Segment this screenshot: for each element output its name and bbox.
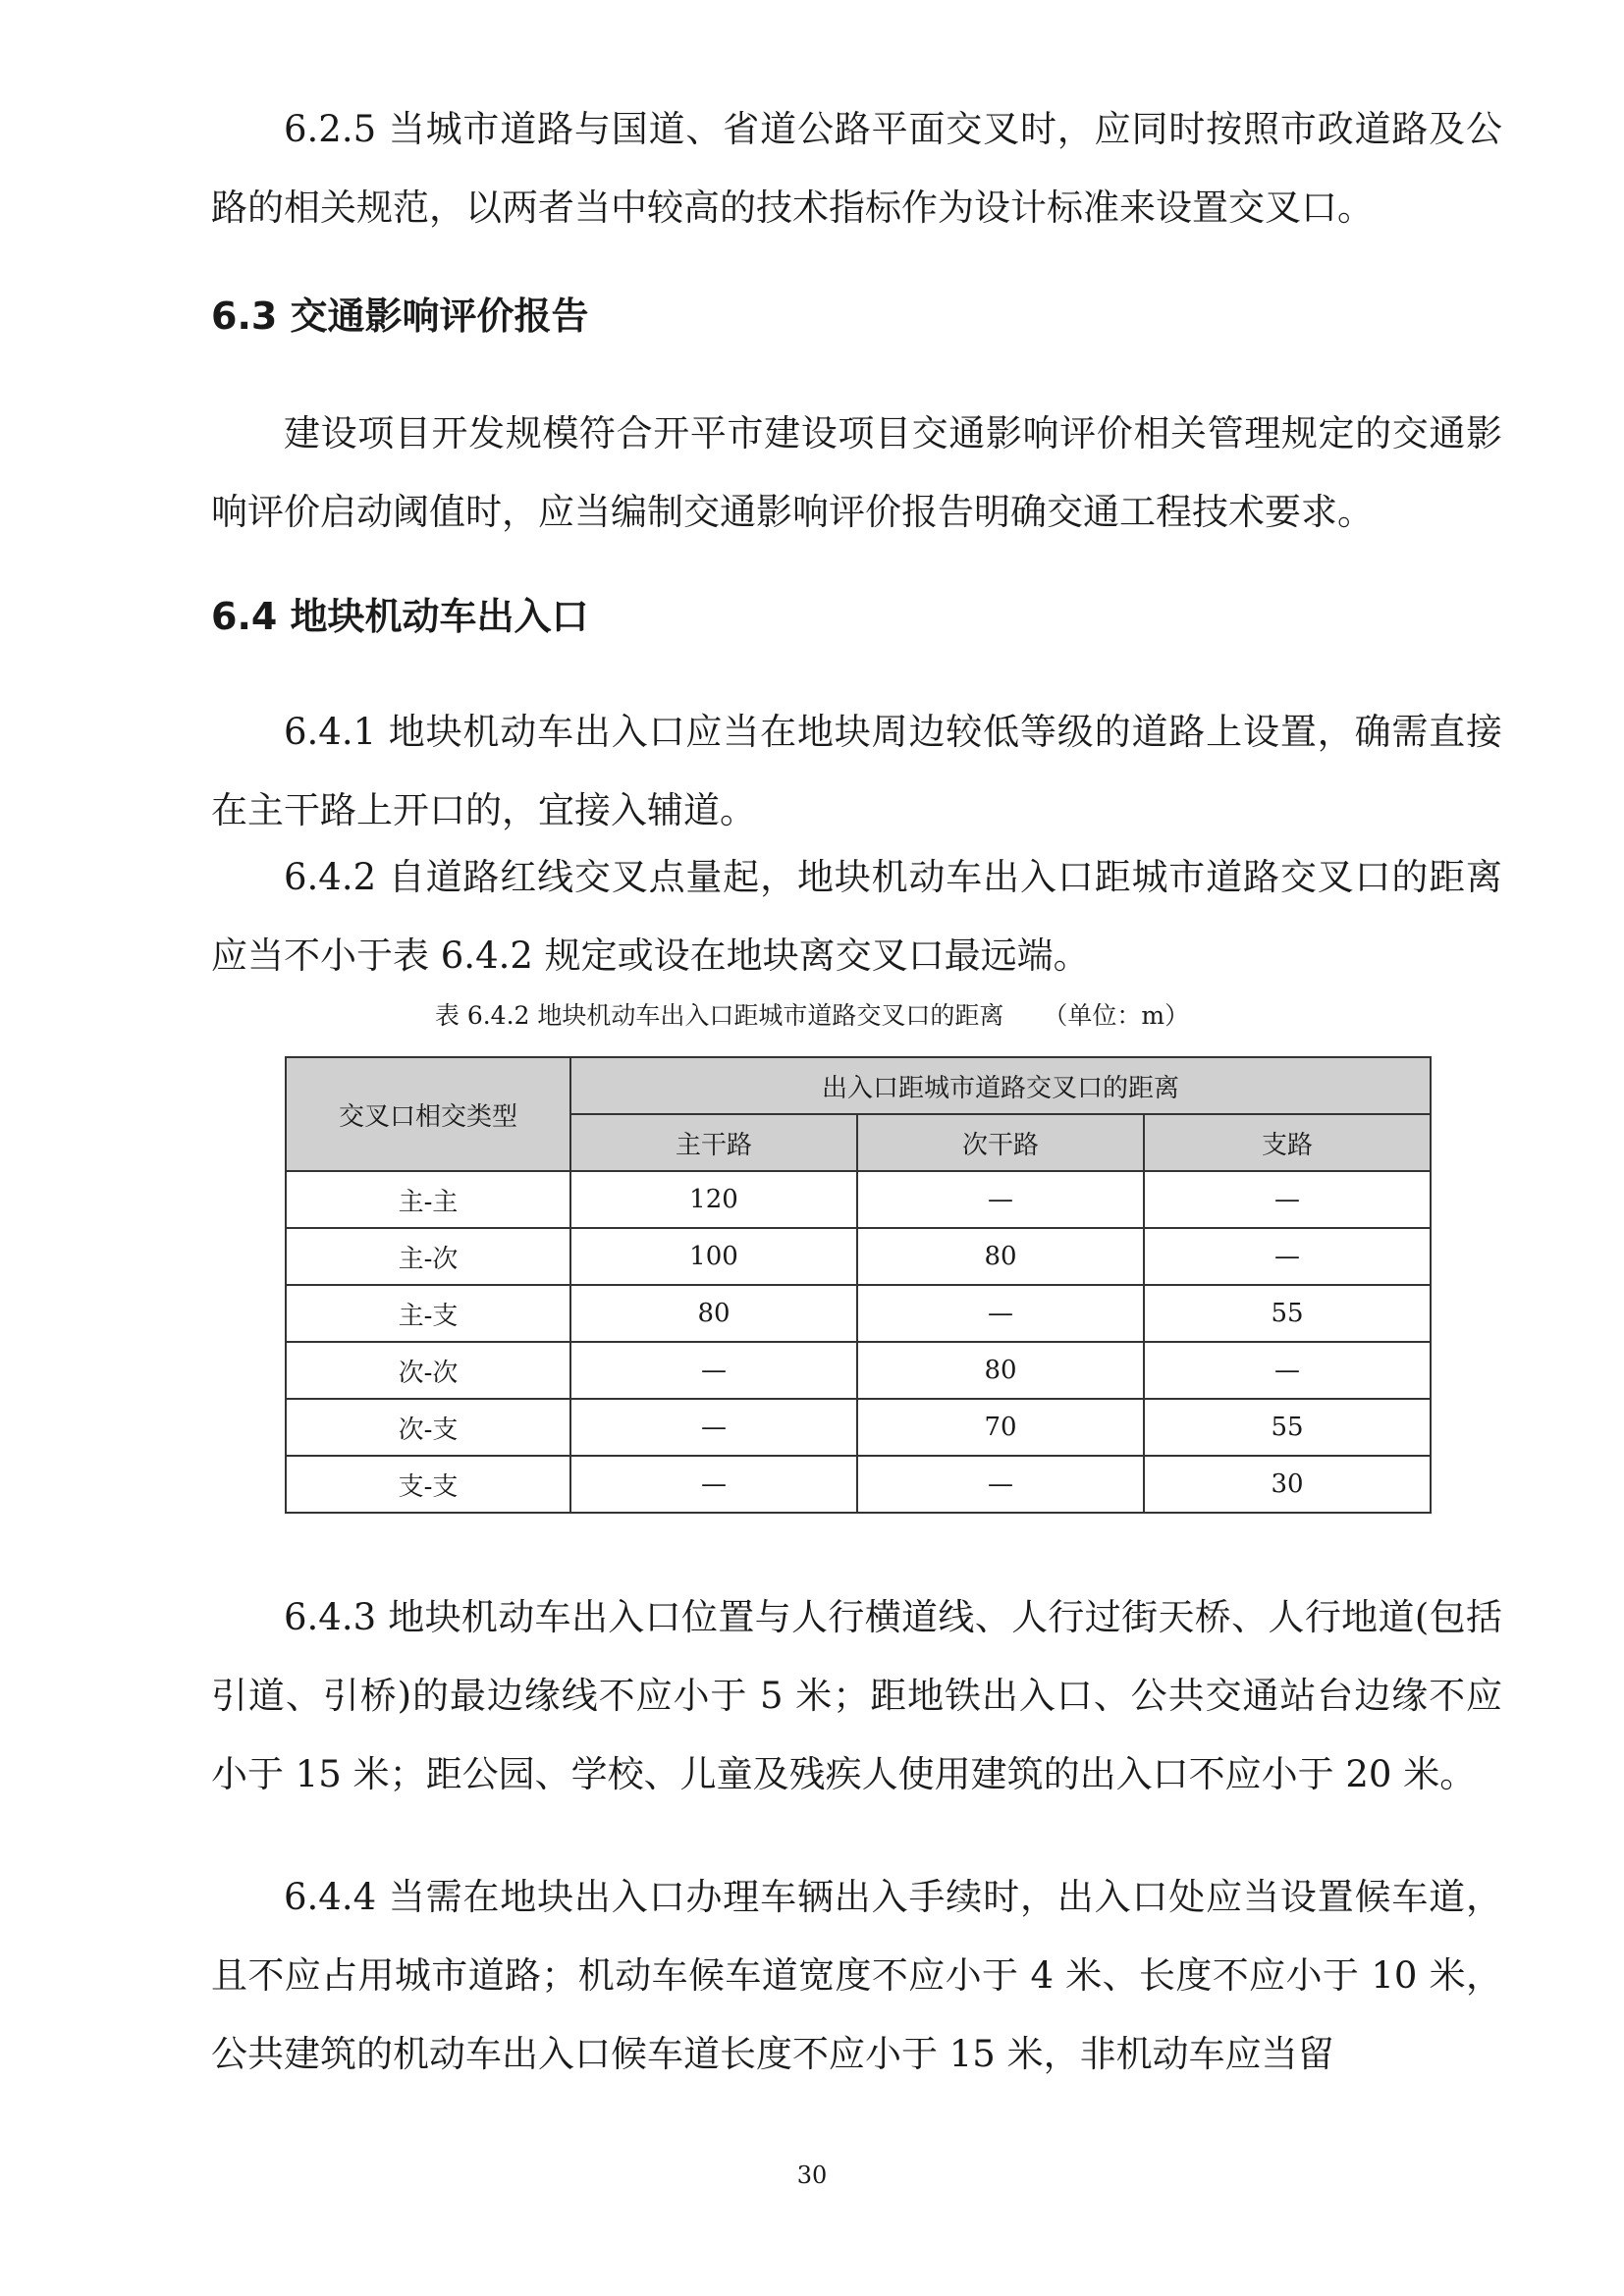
cell-value: — (1144, 1171, 1431, 1228)
paragraph-6-3: 建设项目开发规模符合开平市建设项目交通影响评价相关管理规定的交通影响评价启动阈值时，应当编制交通影响评价报告明确交通工程技术要求。 (211, 412, 1502, 533)
cell-value: — (570, 1399, 857, 1456)
table-caption-title: 表 6.4.2 地块机动车出入口距城市道路交叉口的距离 (434, 1001, 1004, 1030)
paragraph-6-4-1: 6.4.1 地块机动车出入口应当在地块周边较低等级的道路上设置，确需直接在主干路上开口的，宜接入辅道。 (211, 711, 1502, 831)
table-caption-unit: （单位：m） (1043, 1001, 1190, 1030)
cell-value: — (570, 1342, 857, 1399)
header-arterial: 主干路 (570, 1114, 857, 1171)
cell-value: — (570, 1456, 857, 1513)
cell-value: 100 (570, 1228, 857, 1285)
table-row (286, 1228, 1431, 1285)
section-heading-6-4: 6.4 地块机动车出入口 (211, 595, 589, 638)
paragraph-6-4-2: 6.4.2 自道路红线交叉点量起，地块机动车出入口距城市道路交叉口的距离应当不小于表 6.4.2 规定或设在地块离交叉口最远端。 (211, 856, 1502, 977)
distance-table (285, 1056, 1432, 1514)
cell-value: — (857, 1285, 1144, 1342)
header-secondary-arterial: 次干路 (857, 1114, 1144, 1171)
table-row (286, 1285, 1431, 1342)
row-type: 主-主 (286, 1171, 570, 1228)
cell-value: — (857, 1456, 1144, 1513)
header-intersection-type: 交叉口相交类型 (286, 1057, 570, 1171)
cell-value: — (1144, 1228, 1431, 1285)
paragraph-6-4-4: 6.4.4 当需在地块出入口办理车辆出入手续时，出入口处应当设置候车道，且不应占用城市道路；机动车候车道宽度不应小于 4 米、长度不应小于 10 米，公共建筑的机动车出入口候车道长度不应小于 15 米，非机动车应当留 (211, 1876, 1502, 2075)
cell-value: 70 (857, 1399, 1144, 1456)
cell-value: 80 (857, 1228, 1144, 1285)
row-type: 主-次 (286, 1228, 570, 1285)
cell-value: 120 (570, 1171, 857, 1228)
page-number: 30 (796, 2162, 828, 2189)
row-type: 主-支 (286, 1285, 570, 1342)
cell-value: 80 (570, 1285, 857, 1342)
table-caption (0, 996, 1624, 1036)
header-distance-group: 出入口距城市道路交叉口的距离 (570, 1057, 1431, 1114)
row-type: 支-支 (286, 1456, 570, 1513)
table-row (286, 1399, 1431, 1456)
row-type: 次-次 (286, 1342, 570, 1399)
row-type: 次-支 (286, 1399, 570, 1456)
table-row (286, 1171, 1431, 1228)
header-branch-road: 支路 (1144, 1114, 1431, 1171)
cell-value: — (857, 1171, 1144, 1228)
paragraph-6-4-3: 6.4.3 地块机动车出入口位置与人行横道线、人行过街天桥、人行地道(包括引道、引桥)的最边缘线不应小于 5 米；距地铁出入口、公共交通站台边缘不应小于 15 米；距公园、学校、儿童及残疾人使用建筑的出入口不应小于 20 米。 (211, 1596, 1502, 1795)
cell-value: 55 (1144, 1399, 1431, 1456)
cell-value: 80 (857, 1342, 1144, 1399)
table-row (286, 1342, 1431, 1399)
paragraph-6-2-5: 6.2.5 当城市道路与国道、省道公路平面交叉时，应同时按照市政道路及公路的相关规范，以两者当中较高的技术指标作为设计标准来设置交叉口。 (211, 108, 1502, 229)
cell-value: 55 (1144, 1285, 1431, 1342)
cell-value: 30 (1144, 1456, 1431, 1513)
table-row (286, 1456, 1431, 1513)
cell-value: — (1144, 1342, 1431, 1399)
section-heading-6-3: 6.3 交通影响评价报告 (211, 294, 589, 338)
